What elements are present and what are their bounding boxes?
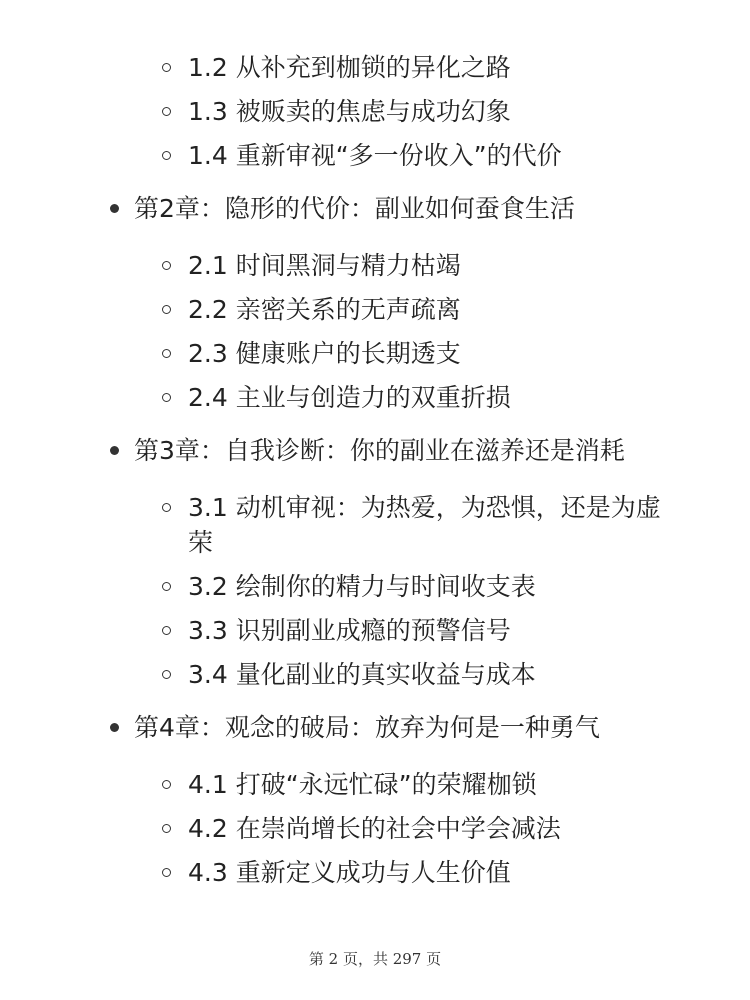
chapter-2-list — [0, 248, 750, 415]
chapter-title: 第4章：观念的破局：放弃为何是一种勇气 — [134, 713, 600, 742]
toc-item-1-2 — [0, 50, 750, 85]
toc-item-text: 1.2 从补充到枷锁的异化之路 — [188, 53, 511, 82]
chapter-4-heading — [0, 710, 750, 745]
toc-item-text: 4.3 重新定义成功与人生价值 — [188, 858, 511, 887]
toc-item-2-1 — [0, 248, 750, 283]
chapter-title: 第2章：隐形的代价：副业如何蚕食生活 — [134, 194, 575, 223]
toc-item-text: 1.3 被贩卖的焦虑与成功幻象 — [188, 97, 511, 126]
toc-item-4-2 — [0, 811, 750, 846]
toc-item-text: 3.3 识别副业成瘾的预警信号 — [188, 616, 511, 645]
toc-item-2-4 — [0, 380, 750, 415]
toc-item-3-3 — [0, 613, 750, 648]
chapter-1-continued-list — [0, 50, 750, 173]
toc-item-text: 2.3 健康账户的长期透支 — [188, 339, 461, 368]
hollow-circle-bullet-icon — [162, 151, 171, 160]
hollow-circle-bullet-icon — [162, 261, 171, 270]
toc-item-text: 1.4 重新审视“多一份收入”的代价 — [188, 141, 562, 170]
toc-item-text: 3.1 动机审视：为热爱，为恐惧，还是为虚荣 — [188, 493, 661, 557]
chapter-2-heading — [0, 191, 750, 226]
toc-item-text: 4.2 在崇尚增长的社会中学会减法 — [188, 814, 561, 843]
toc-item-text: 3.4 量化副业的真实收益与成本 — [188, 660, 536, 689]
filled-disc-bullet-icon — [110, 446, 119, 455]
chapter-title: 第3章：自我诊断：你的副业在滋养还是消耗 — [134, 436, 625, 465]
table-of-contents — [0, 50, 750, 899]
chapter-3-list — [0, 490, 750, 692]
toc-item-2-3 — [0, 336, 750, 371]
hollow-circle-bullet-icon — [162, 626, 171, 635]
toc-item-3-2 — [0, 569, 750, 604]
toc-item-3-1 — [0, 490, 750, 560]
toc-item-text: 4.1 打破“永远忙碌”的荣耀枷锁 — [188, 770, 537, 799]
filled-disc-bullet-icon — [110, 723, 119, 732]
toc-item-4-3 — [0, 855, 750, 890]
hollow-circle-bullet-icon — [162, 582, 171, 591]
hollow-circle-bullet-icon — [162, 107, 171, 116]
toc-item-3-4 — [0, 657, 750, 692]
toc-item-text: 2.1 时间黑洞与精力枯竭 — [188, 251, 461, 280]
hollow-circle-bullet-icon — [162, 670, 171, 679]
hollow-circle-bullet-icon — [162, 63, 171, 72]
page-number-footer: 第 2 页，共 297 页 — [308, 950, 442, 968]
hollow-circle-bullet-icon — [162, 503, 171, 512]
chapter-3-heading — [0, 433, 750, 468]
filled-disc-bullet-icon — [110, 204, 119, 213]
toc-item-4-1 — [0, 767, 750, 802]
toc-item-text: 2.2 亲密关系的无声疏离 — [188, 295, 461, 324]
toc-item-text: 2.4 主业与创造力的双重折损 — [188, 383, 511, 412]
hollow-circle-bullet-icon — [162, 868, 171, 877]
hollow-circle-bullet-icon — [162, 305, 171, 314]
hollow-circle-bullet-icon — [162, 393, 171, 402]
hollow-circle-bullet-icon — [162, 824, 171, 833]
toc-item-1-4 — [0, 138, 750, 173]
toc-item-1-3 — [0, 94, 750, 129]
toc-item-text: 3.2 绘制你的精力与时间收支表 — [188, 572, 536, 601]
toc-item-2-2 — [0, 292, 750, 327]
chapter-4-list — [0, 767, 750, 890]
hollow-circle-bullet-icon — [162, 349, 171, 358]
hollow-circle-bullet-icon — [162, 780, 171, 789]
